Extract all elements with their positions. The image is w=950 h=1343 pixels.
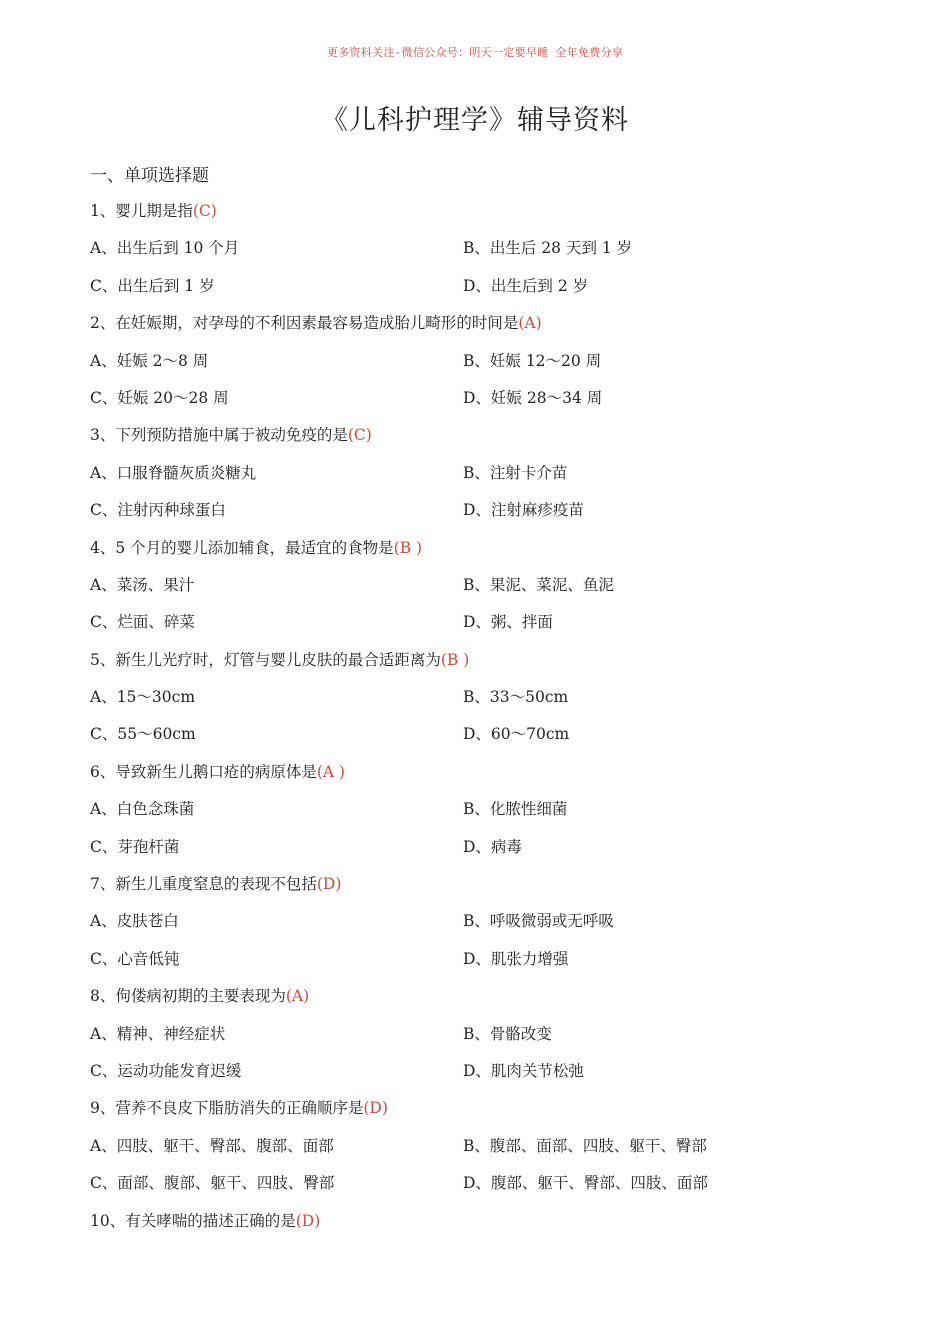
- answer-option: A、15～30cm: [90, 688, 196, 707]
- answer-option: D、注射麻疹疫苗: [463, 501, 584, 520]
- question-item: [90, 978, 870, 1090]
- question-stem: [90, 978, 870, 1015]
- answer-option: A、出生后到 10 个月: [90, 239, 240, 258]
- answer-key: (C): [347, 426, 372, 445]
- option-row: [90, 343, 870, 380]
- option-row: [90, 1128, 870, 1165]
- option-row: [90, 1053, 870, 1090]
- answer-option: C、注射丙种球蛋白: [90, 501, 226, 520]
- answer-option: C、心音低钝: [90, 949, 180, 968]
- answer-key: (A ): [316, 762, 346, 781]
- answer-key: (D): [316, 875, 342, 894]
- answer-key: (C): [192, 202, 217, 220]
- question-item: [90, 417, 870, 529]
- answer-option: B、妊娠 12～20 周: [463, 351, 602, 370]
- answer-key: (B ): [440, 650, 470, 669]
- answer-option: C、55～60cm: [90, 725, 196, 744]
- answer-option: D、病毒: [463, 837, 522, 856]
- section-heading: 一、单项选择题: [90, 166, 209, 186]
- option-row: [90, 492, 870, 529]
- option-row: [90, 716, 870, 753]
- option-row: [90, 230, 870, 267]
- answer-option: D、肌肉关节松弛: [463, 1061, 584, 1080]
- answer-option: A、皮肤苍白: [90, 912, 179, 931]
- answer-option: C、出生后到 1 岁: [90, 276, 215, 295]
- answer-option: C、烂面、碎菜: [90, 613, 195, 632]
- answer-option: A、口服脊髓灰质炎糖丸: [90, 463, 257, 482]
- question-text: 4、5 个月的婴儿添加辅食，最适宜的食物是: [90, 538, 394, 557]
- question-stem: [90, 193, 870, 230]
- question-stem: [90, 417, 870, 454]
- answer-option: B、化脓性细菌: [463, 800, 568, 819]
- answer-option: C、面部、腹部、躯干、四肢、臀部: [90, 1174, 335, 1193]
- option-row: [90, 567, 870, 604]
- option-row: [90, 604, 870, 641]
- option-row: [90, 268, 870, 305]
- question-text: 3、下列预防措施中属于被动免疫的是: [90, 426, 348, 445]
- question-item: [90, 193, 870, 305]
- option-row: [90, 829, 870, 866]
- answer-key: (B ): [393, 538, 423, 557]
- answer-key: (D): [295, 1211, 321, 1230]
- question-stem: [90, 642, 870, 679]
- question-stem: [90, 1090, 870, 1127]
- answer-option: C、芽孢杆菌: [90, 837, 180, 856]
- option-row: [90, 455, 870, 492]
- option-row: [90, 1165, 870, 1202]
- question-stem: [90, 530, 870, 567]
- option-row: [90, 380, 870, 417]
- option-row: [90, 903, 870, 940]
- question-text: 8、佝偻病初期的主要表现为: [90, 987, 286, 1006]
- question-item: [90, 1090, 870, 1202]
- answer-option: A、妊娠 2～8 周: [90, 351, 209, 370]
- answer-key: (D): [363, 1099, 388, 1118]
- answer-option: D、妊娠 28～34 周: [463, 388, 603, 407]
- header-banner: 更多资料关注-微信公众号：明天一定要早睡 全年免费分享: [326, 46, 624, 59]
- question-text: 7、新生儿重度窒息的表现不包括: [90, 875, 317, 894]
- option-row: [90, 1016, 870, 1053]
- answer-option: D、60～70cm: [463, 725, 570, 744]
- document-title: 《儿科护理学》辅导资料: [321, 105, 629, 136]
- answer-key: (A): [518, 314, 542, 333]
- question-list: [90, 193, 870, 1240]
- answer-option: D、肌张力增强: [463, 949, 569, 968]
- answer-option: C、运动功能发育迟缓: [90, 1061, 242, 1080]
- answer-option: B、呼吸微弱或无呼吸: [463, 912, 614, 931]
- answer-option: B、33～50cm: [463, 688, 569, 707]
- answer-option: B、骨骼改变: [463, 1024, 552, 1043]
- question-stem: [90, 754, 870, 791]
- question-text: 6、导致新生儿鹅口疮的病原体是: [90, 762, 317, 781]
- question-item: [90, 754, 870, 866]
- answer-option: B、腹部、面部、四肢、躯干、臀部: [463, 1136, 707, 1155]
- answer-option: D、腹部、躯干、臀部、四肢、面部: [463, 1174, 708, 1193]
- answer-option: C、妊娠 20～28 周: [90, 388, 229, 407]
- question-text: 9、营养不良皮下脂肪消失的正确顺序是: [90, 1099, 364, 1118]
- option-row: [90, 791, 870, 828]
- question-item: [90, 866, 870, 978]
- question-text: 1、婴儿期是指: [90, 202, 193, 220]
- answer-option: B、果泥、菜泥、鱼泥: [463, 575, 614, 594]
- question-item: [90, 305, 870, 417]
- question-item: [90, 642, 870, 754]
- answer-option: A、精神、神经症状: [90, 1024, 226, 1043]
- question-text: 2、在妊娠期，对孕母的不利因素最容易造成胎儿畸形的时间是: [90, 314, 519, 333]
- question-stem: [90, 1203, 870, 1240]
- answer-option: D、粥、拌面: [463, 613, 553, 632]
- question-stem: [90, 866, 870, 903]
- question-item: [90, 1203, 870, 1240]
- answer-option: A、白色念珠菌: [90, 800, 195, 819]
- answer-option: A、菜汤、果汁: [90, 575, 195, 594]
- answer-key: (A): [285, 987, 310, 1006]
- question-item: [90, 530, 870, 642]
- answer-option: A、四肢、躯干、臀部、腹部、面部: [90, 1136, 334, 1155]
- question-stem: [90, 305, 870, 342]
- question-text: 5、新生儿光疗时，灯管与婴儿皮肤的最合适距离为: [90, 650, 441, 669]
- answer-option: B、注射卡介苗: [463, 463, 568, 482]
- answer-option: D、出生后到 2 岁: [463, 276, 589, 295]
- option-row: [90, 941, 870, 978]
- question-text: 10、有关哮喘的描述正确的是: [90, 1211, 296, 1230]
- option-row: [90, 679, 870, 716]
- answer-option: B、出生后 28 天到 1 岁: [463, 239, 633, 258]
